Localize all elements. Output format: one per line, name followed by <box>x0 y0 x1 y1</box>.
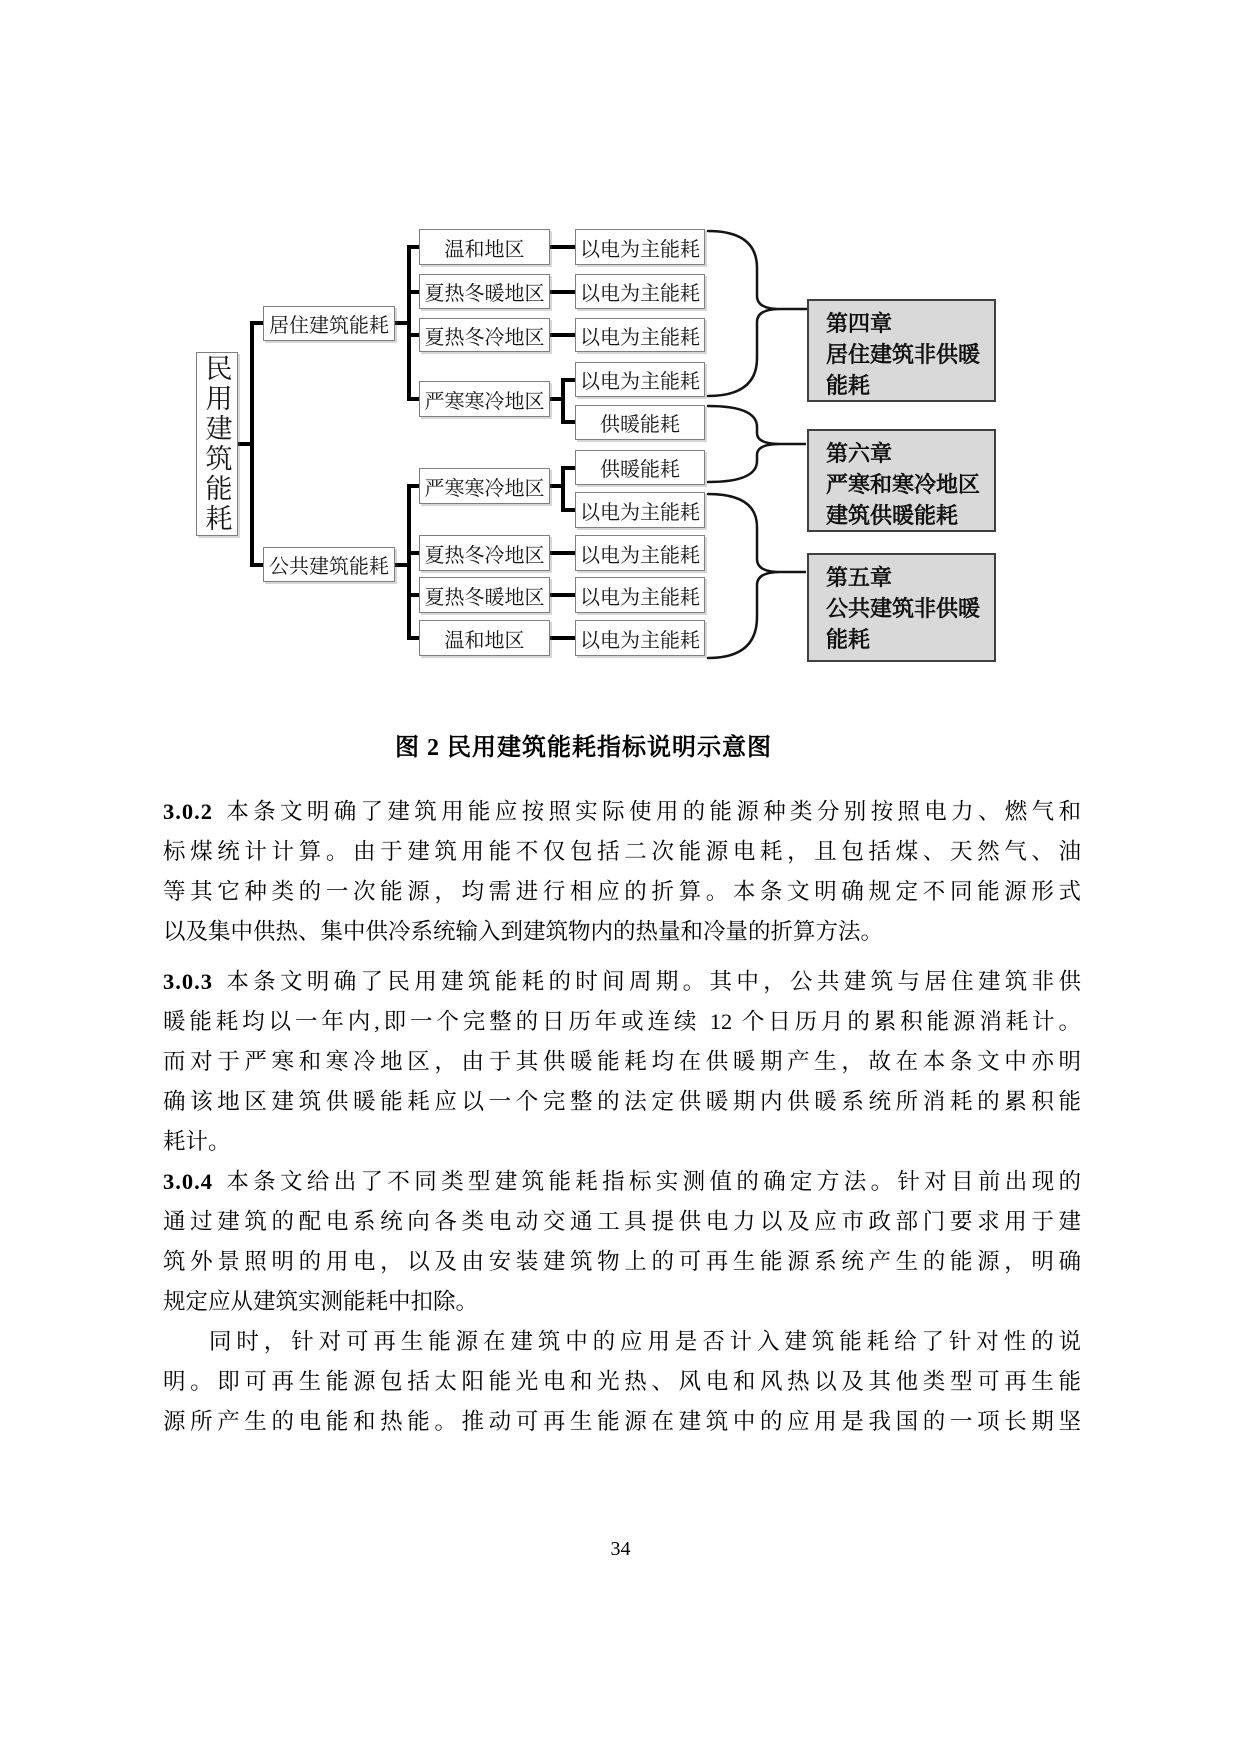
chapter-6-line: 建筑供暖能耗 <box>826 503 959 528</box>
text-line: 耗计。 <box>163 1129 231 1154</box>
text-line <box>163 1162 1081 1202</box>
section-3-0-4 <box>163 1162 1081 1322</box>
text-line: 筑外景照明的用电，以及由安装建筑物上的可再生能源系统产生的能源，明确 <box>163 1249 1081 1274</box>
node-res-zone-hot-summer-warm-winter: 夏热冬暖地区 <box>419 274 550 309</box>
brace-brackets <box>708 231 780 658</box>
text-line: 而对于严寒和寒冷地区，由于其供暖能耗均在供暖期产生，故在本条文中亦明 <box>163 1049 1081 1074</box>
node-res-zone-mild: 温和地区 <box>419 229 550 265</box>
section-number: 3.0.4 <box>163 1169 213 1194</box>
text-line: 同时，针对可再生能源在建筑中的应用是否计入建筑能耗给了针对性的说 <box>209 1329 1081 1354</box>
text-line-content: 本条文给出了不同类型建筑能耗指标实测值的确定方法。针对目前出现的 <box>222 1169 1081 1194</box>
chapter-6-line: 第六章 <box>826 441 893 466</box>
node-pub-mild-electric: 以电为主能耗 <box>575 620 705 656</box>
chapter-4-line: 第四章 <box>826 311 893 336</box>
chapter-6-line: 严寒和寒冷地区 <box>826 472 981 497</box>
node-root: 民用建筑能耗 <box>196 352 238 536</box>
text-line: 暖能耗均以一年内,即一个完整的日历年或连续 12 个日历月的累积能源消耗计。 <box>163 1009 1081 1034</box>
node-pub-hscw-electric: 以电为主能耗 <box>575 535 705 571</box>
figure-caption: 图 2 民用建筑能耗指标说明示意图 <box>395 735 772 761</box>
node-res-hsww-electric: 以电为主能耗 <box>575 274 705 309</box>
node-public: 公共建筑能耗 <box>263 547 395 582</box>
page-number: 34 <box>610 1538 631 1560</box>
brace-to-chapter-lines <box>780 309 807 572</box>
text-line-content: 本条文明确了建筑用能应按照实际使用的能源种类分别按照电力、燃气和 <box>222 799 1081 824</box>
text-line: 通过建筑的配电系统向各类电动交通工具提供电力以及应市政部门要求用于建 <box>163 1209 1081 1234</box>
node-pub-zone-hot-summer-warm-winter: 夏热冬暖地区 <box>419 577 550 613</box>
node-pub-severe-cold-electric: 以电为主能耗 <box>575 492 705 528</box>
chapter-box-5 <box>807 553 996 662</box>
node-pub-zone-hot-summer-cold-winter: 夏热冬冷地区 <box>419 535 550 571</box>
body-text <box>163 792 1081 1442</box>
chapter-box-4 <box>807 299 996 402</box>
node-pub-zone-severe-cold: 严寒寒冷地区 <box>419 468 550 504</box>
text-line: 标煤统计计算。由于建筑用能不仅包括二次能源电耗，且包括煤、天然气、油 <box>163 839 1081 864</box>
text-line: 规定应从建筑实测能耗中扣除。 <box>163 1289 479 1314</box>
chapter-4-line: 能耗 <box>826 373 871 398</box>
text-line <box>163 792 1081 832</box>
section-number: 3.0.2 <box>163 799 213 824</box>
node-pub-hsww-electric: 以电为主能耗 <box>575 577 705 613</box>
section-number: 3.0.3 <box>163 969 213 994</box>
text-line: 等其它种类的一次能源，均需进行相应的折算。本条文明确规定不同能源形式 <box>163 879 1081 904</box>
node-res-zone-hot-summer-cold-winter: 夏热冬冷地区 <box>419 318 550 352</box>
node-residential: 居住建筑能耗 <box>263 306 395 341</box>
text-line: 明。即可再生能源包括太阳能光电和光热、风电和风热以及其他类型可再生能 <box>163 1369 1081 1394</box>
chapter-box-6 <box>807 429 996 532</box>
text-line: 源所产生的电能和热能。推动可再生能源在建筑中的应用是我国的一项长期坚 <box>163 1409 1081 1434</box>
text-line: 以及集中供热、集中供冷系统输入到建筑物内的热量和冷量的折算方法。 <box>163 919 884 944</box>
chapter-4-line: 居住建筑非供暖 <box>826 342 981 367</box>
node-pub-zone-mild: 温和地区 <box>419 620 550 656</box>
chapter-5-line: 公共建筑非供暖 <box>826 596 981 621</box>
node-res-zone-severe-cold: 严寒寒冷地区 <box>419 381 550 417</box>
section-3-0-2 <box>163 792 1081 952</box>
node-res-severe-cold-electric: 以电为主能耗 <box>575 362 705 397</box>
text-line <box>163 962 1081 1002</box>
chapter-5-line: 第五章 <box>826 565 893 590</box>
continuation-paragraph <box>163 1322 1081 1442</box>
chapter-5-line: 能耗 <box>826 627 871 652</box>
node-res-hscw-electric: 以电为主能耗 <box>575 318 705 352</box>
figure-2-diagram <box>0 0 1241 700</box>
text-line-content: 本条文明确了民用建筑能耗的时间周期。其中，公共建筑与居住建筑非供 <box>222 969 1081 994</box>
node-pub-severe-cold-heating: 供暖能耗 <box>575 450 705 485</box>
node-res-severe-cold-heating: 供暖能耗 <box>575 405 705 440</box>
text-line: 确该地区建筑供暖能耗应以一个完整的法定供暖期内供暖系统所消耗的累积能 <box>163 1089 1081 1114</box>
section-3-0-3 <box>163 962 1081 1162</box>
node-res-mild-electric: 以电为主能耗 <box>575 229 705 265</box>
